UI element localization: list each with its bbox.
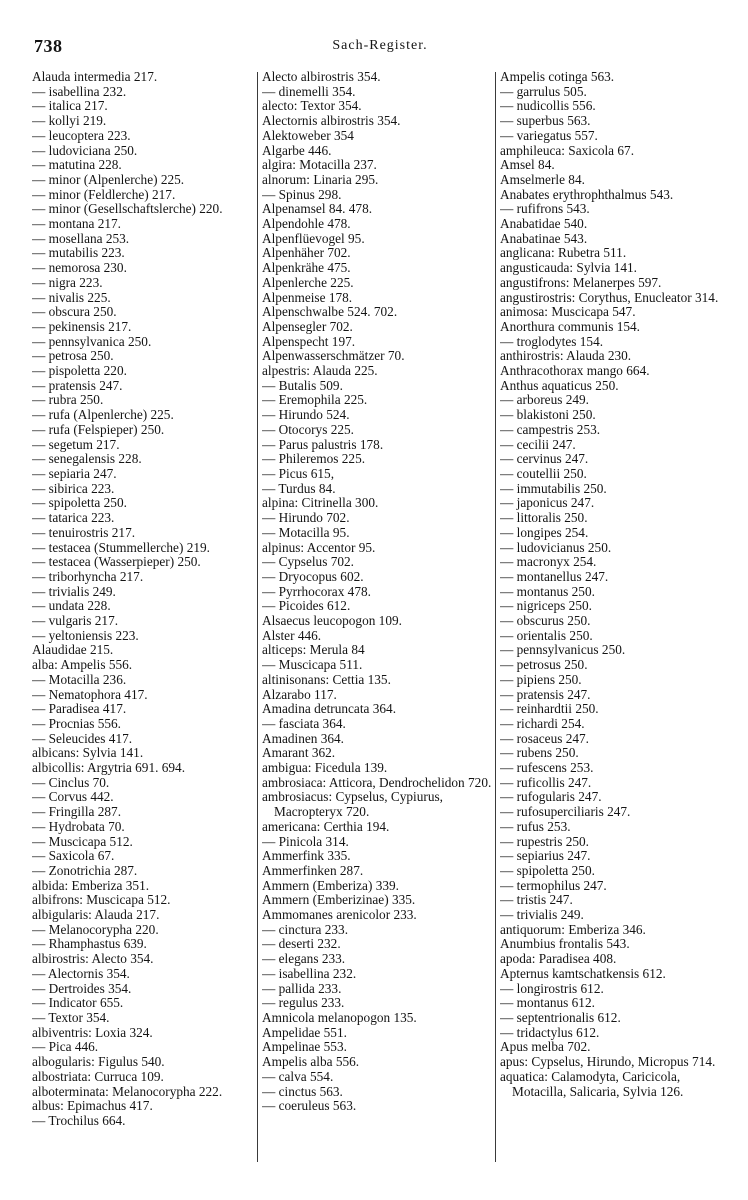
index-entry: — Dertroides 354. — [32, 980, 132, 996]
index-entry: — Dryocopus 602. — [262, 568, 364, 584]
index-entry: Ammerfink 335. — [262, 848, 351, 864]
index-entry: — pipiens 250. — [500, 671, 582, 687]
index-entry: albirostris: Alecto 354. — [32, 951, 154, 967]
index-entry: Amsel 84. — [500, 157, 555, 173]
index-entry: — ludoviciana 250. — [32, 142, 138, 158]
index-entry: — vulgaris 217. — [32, 613, 119, 629]
index-entry: Apus melba 702. — [500, 1039, 591, 1055]
index-entry: Alpendohle 478. — [262, 216, 351, 232]
index-entry: Alpenspecht 197. — [262, 333, 356, 349]
index-entry: — cecilii 247. — [500, 436, 576, 452]
index-entry: — regulus 233. — [262, 995, 345, 1011]
index-entry: — elegans 233. — [262, 951, 346, 967]
index-entry: altinisonans: Cettia 135. — [262, 671, 391, 687]
index-entry: albus: Epimachus 417. — [32, 1098, 153, 1114]
index-entry: — fasciata 364. — [262, 715, 346, 731]
index-entry: — rufa (Felspieper) 250. — [32, 421, 165, 437]
index-entry: — immutabilis 250. — [500, 480, 607, 496]
index-entry: — Spinus 298. — [262, 186, 342, 202]
index-entry: — dinemelli 354. — [262, 83, 356, 99]
index-entry: — pispoletta 220. — [32, 363, 127, 379]
index-entry: — Parus palustris 178. — [262, 436, 384, 452]
index-entry: — campestris 253. — [500, 421, 601, 437]
index-entry: — Turdus 84. — [262, 480, 336, 496]
index-entry: — arboreus 249. — [500, 392, 589, 408]
index-entry: — obscurus 250. — [500, 613, 591, 629]
index-entry: amphileuca: Saxicola 67. — [500, 142, 635, 158]
index-entry: Alpenamsel 84. 478. — [262, 201, 373, 217]
index-entry: Alpenkrähe 475. — [262, 260, 351, 276]
index-entry: — littoralis 250. — [500, 510, 588, 526]
index-entry: — rosaceus 247. — [500, 730, 589, 746]
index-entry: Apternus kamtschatkensis 612. — [500, 965, 666, 981]
index-entry: Alpenschwalbe 524. 702. — [262, 304, 398, 320]
index-entry: — Motacilla 95. — [262, 524, 350, 540]
index-entry: — Textor 354. — [32, 1010, 110, 1025]
index-entry: — rufosuperciliaris 247. — [500, 804, 631, 820]
index-entry: — rupestris 250. — [500, 833, 590, 849]
index-entry: albida: Emberiza 351. — [32, 877, 150, 893]
index-entry: Anabates erythrophthalmus 543. — [500, 186, 674, 202]
index-entry: aquatica: Calamodyta, Caricicola, Motacilla, Salicaria, Sylvia 126. — [500, 1068, 684, 1099]
index-entry: — longirostris 612. — [500, 980, 604, 996]
index-entry: — Corvus 442. — [32, 789, 114, 805]
index-entry: — rufescens 253. — [500, 760, 594, 776]
index-entry: — sepiarius 247. — [500, 848, 591, 864]
index-entry: — Fringilla 287. — [32, 804, 122, 820]
index-entry: Anthracothorax mango 664. — [500, 363, 650, 379]
index-entry: — kollyi 219. — [32, 113, 107, 129]
index-entry: — rufifrons 543. — [500, 201, 590, 217]
index-entry: — nemorosa 230. — [32, 260, 127, 276]
index-entry: — ruficollis 247. — [500, 774, 592, 790]
index-entry: — Muscicapa 512. — [32, 833, 133, 849]
index-entry: Alpenflüevogel 95. — [262, 230, 365, 246]
index-entry: anthirostris: Alauda 230. — [500, 348, 632, 364]
index-entry: anglicana: Rubetra 511. — [500, 245, 627, 261]
index-entry: — Muscicapa 511. — [262, 657, 363, 673]
index-entry: — nivalis 225. — [32, 289, 111, 305]
index-entry: — pratensis 247. — [500, 686, 591, 702]
index-entry: Anumbius frontalis 543. — [500, 936, 630, 952]
index-entry: — senegalensis 228. — [32, 451, 142, 467]
index-entry: — Cypselus 702. — [262, 554, 354, 570]
index-entry: — coeruleus 563. — [262, 1098, 357, 1114]
index-entry: — Picoides 612. — [262, 598, 351, 614]
index-entry: Ammomanes arenicolor 233. — [262, 907, 417, 923]
index-entry: Amnicola melanopogon 135. — [262, 1010, 417, 1025]
index-entry: — Pinicola 314. — [262, 833, 349, 849]
running-head: Sach-Register. — [332, 38, 428, 53]
index-entry: alticeps: Merula 84 — [262, 642, 365, 658]
index-entry: — tenuirostris 217. — [32, 524, 136, 540]
index-entry: — nigra 223. — [32, 274, 103, 290]
index-entry: — petrosa 250. — [32, 348, 114, 364]
index-entry: — undata 228. — [32, 598, 111, 614]
index-entry: — Indicator 655. — [32, 995, 124, 1011]
index-entry: — leucoptera 223. — [32, 127, 131, 143]
index-entry: — rubens 250. — [500, 745, 579, 761]
index-entry: — isabellina 232. — [32, 83, 127, 99]
index-entry: — nigriceps 250. — [500, 598, 592, 614]
index-entry: Anorthura communis 154. — [500, 318, 640, 334]
index-entry: — cinctura 233. — [262, 921, 349, 937]
index-entry: — segetum 217. — [32, 436, 120, 452]
index-entry: — matutina 228. — [32, 157, 122, 173]
index-entry: — Hirundo 524. — [262, 407, 350, 423]
index-entry: — yeltoniensis 223. — [32, 627, 139, 643]
index-entry: — mutabilis 223. — [32, 245, 125, 261]
index-entry: — spipoletta 250. — [32, 495, 127, 511]
index-entry: — italica 217. — [32, 98, 108, 114]
index-entry: — japonicus 247. — [500, 495, 595, 511]
index-entry: — superbus 563. — [500, 113, 591, 129]
index-entry: — rufa (Alpenlerche) 225. — [32, 407, 174, 423]
index-entry: — variegatus 557. — [500, 127, 598, 143]
index-entry: — Zonotrichia 287. — [32, 862, 138, 878]
index-entry: angusticauda: Sylvia 141. — [500, 260, 638, 276]
index-entry: — tridactylus 612. — [500, 1024, 600, 1040]
index-entry: Alpenwasserschmätzer 70. — [262, 348, 405, 364]
index-entry: Amadinen 364. — [262, 730, 344, 746]
index-column-2 — [262, 70, 496, 1170]
index-entry: — montanus 250. — [500, 583, 595, 599]
index-entry: animosa: Muscicapa 547. — [500, 304, 636, 320]
index-entry: — Cinclus 70. — [32, 774, 110, 790]
index-entry: — testacea (Stummellerche) 219. — [32, 539, 210, 555]
index-entry: — pallida 233. — [262, 980, 342, 996]
index-entry: — calva 554. — [262, 1068, 334, 1084]
index-entry: Alektoweber 354 — [262, 127, 354, 143]
index-entry: — pekinensis 217. — [32, 318, 132, 334]
index-entry: — Seleucides 417. — [32, 730, 133, 746]
index-entry: apoda: Paradisea 408. — [500, 951, 617, 967]
index-entry: — montanellus 247. — [500, 568, 609, 584]
index-entry: antiquorum: Emberiza 346. — [500, 921, 646, 937]
index-entry: algira: Motacilla 237. — [262, 157, 377, 173]
index-entry: — minor (Feldlerche) 217. — [32, 186, 176, 202]
index-entry: — cervinus 247. — [500, 451, 589, 467]
index-entry: alpina: Citrinella 300. — [262, 495, 379, 511]
index-entry: alboterminata: Melanocorypha 222. — [32, 1083, 223, 1099]
index-entry: americana: Certhia 194. — [262, 818, 390, 834]
index-entry: Alpenhäher 702. — [262, 245, 351, 261]
index-entry: — termophilus 247. — [500, 877, 607, 893]
index-entry: albiventris: Loxia 324. — [32, 1024, 153, 1040]
index-entry: — Trochilus 664. — [32, 1112, 126, 1128]
index-entry: — tatarica 223. — [32, 510, 115, 526]
index-entry: — orientalis 250. — [500, 627, 593, 643]
index-entry: — Butalis 509. — [262, 377, 343, 393]
index-entry: — montana 217. — [32, 216, 122, 232]
page-number: 738 — [34, 36, 63, 56]
index-entry: — troglodytes 154. — [500, 333, 604, 349]
index-entry: — macronyx 254. — [500, 554, 597, 570]
index-entry: — mosellana 253. — [32, 230, 130, 246]
page-header — [0, 0, 748, 60]
index-entry: Ammerfinken 287. — [262, 862, 364, 878]
index-entry: — minor (Alpenlerche) 225. — [32, 171, 185, 187]
index-entry: Alpensegler 702. — [262, 318, 353, 334]
index-entry: — reinhardtii 250. — [500, 701, 599, 717]
index-entry: — Melanocorypha 220. — [32, 921, 159, 937]
index-entry: — Picus 615, — [262, 465, 335, 481]
index-entry: — Pyrrhocorax 478. — [262, 583, 371, 599]
index-entry: — richardi 254. — [500, 715, 585, 731]
index-entry: — pennsylvanica 250. — [32, 333, 152, 349]
index-entry: — rubra 250. — [32, 392, 104, 408]
index-entry: — petrosus 250. — [500, 657, 588, 673]
index-entry: — Nematophora 417. — [32, 686, 148, 702]
index-entry: Alauda intermedia 217. — [32, 70, 158, 84]
index-entry: — garrulus 505. — [500, 83, 587, 99]
index-entry: Alecto albirostris 354. — [262, 70, 381, 84]
index-entry: alnorum: Linaria 295. — [262, 171, 379, 187]
index-entry: albicans: Sylvia 141. — [32, 745, 144, 761]
index-entry: — Hydrobata 70. — [32, 818, 125, 834]
index-entry: — trivialis 249. — [500, 907, 584, 923]
index-entry: — sibirica 223. — [32, 480, 115, 496]
index-entry: — Phileremos 225. — [262, 451, 366, 467]
index-entry: Anabatidae 540. — [500, 216, 588, 232]
index-entry: Alectornis albirostris 354. — [262, 113, 401, 129]
index-entry: — Pica 446. — [32, 1039, 99, 1055]
index-entry: Algarbe 446. — [262, 142, 332, 158]
index-entry: Alpenlerche 225. — [262, 274, 354, 290]
index-entry: Ampelidae 551. — [262, 1024, 347, 1040]
index-entry: ambigua: Ficedula 139. — [262, 760, 388, 776]
index-entry: alba: Ampelis 556. — [32, 657, 133, 673]
index-entry: — pennsylvanicus 250. — [500, 642, 626, 658]
index-entry: apus: Cypselus, Hirundo, Micropus 714. — [500, 1054, 716, 1070]
index-entry: albogularis: Figulus 540. — [32, 1054, 165, 1070]
index-entry: — deserti 232. — [262, 936, 341, 952]
index-column-1 — [32, 70, 266, 1170]
index-entry: — sepiaria 247. — [32, 465, 117, 481]
index-entry: — triborhyncha 217. — [32, 568, 144, 584]
index-entry: alecto: Textor 354. — [262, 98, 362, 114]
index-entry: — coutellii 250. — [500, 465, 587, 481]
index-entry: — Saxicola 67. — [32, 848, 115, 864]
index-entry: Amadina detruncata 364. — [262, 701, 397, 717]
index-entry: albigularis: Alauda 217. — [32, 907, 160, 923]
index-entry: — Procnias 556. — [32, 715, 122, 731]
index-entry: — trivialis 249. — [32, 583, 116, 599]
index-entry: Ampelis cotinga 563. — [500, 70, 615, 84]
index-entry: Alpenmeise 178. — [262, 289, 353, 305]
index-entry: Ammern (Emberiza) 339. — [262, 877, 399, 893]
index-entry: — Rhamphastus 639. — [32, 936, 147, 952]
index-entry: — Hirundo 702. — [262, 510, 350, 526]
index-entry: — Motacilla 236. — [32, 671, 127, 687]
index-entry: ambrosiaca: Atticora, Dendrochelidon 720. — [262, 774, 492, 790]
index-entry: — Otocorys 225. — [262, 421, 354, 437]
index-entry: albicollis: Argytria 691. 694. — [32, 760, 186, 776]
index-entry: — cinctus 563. — [262, 1083, 343, 1099]
index-entry: Anabatinae 543. — [500, 230, 588, 246]
index-entry: Ampelinae 553. — [262, 1039, 347, 1055]
index-entry: — septentrionalis 612. — [500, 1010, 621, 1025]
index-entry: — Eremophila 225. — [262, 392, 368, 408]
index-entry: Alzarabo 117. — [262, 686, 337, 702]
index-entry: Ammern (Emberizinae) 335. — [262, 892, 416, 908]
index-entry: albifrons: Muscicapa 512. — [32, 892, 171, 908]
index-entry: — testacea (Wasserpieper) 250. — [32, 554, 201, 570]
index-entry: — obscura 250. — [32, 304, 117, 320]
index-entry: Ampelis alba 556. — [262, 1054, 360, 1070]
index-entry: ambrosiacus: Cypselus, Cypiurus, Macropteryx 720. — [262, 789, 443, 820]
index-entry: — longipes 254. — [500, 524, 589, 540]
index-entry: — spipoletta 250. — [500, 862, 595, 878]
index-entry: — rufus 253. — [500, 818, 571, 834]
index-entry: — Paradisea 417. — [32, 701, 127, 717]
index-entry: — ludovicianus 250. — [500, 539, 612, 555]
index-entry: albostriata: Curruca 109. — [32, 1068, 164, 1084]
index-entry: — minor (Gesellschaftslerche) 220. — [32, 201, 223, 217]
index-entry: — blakistoni 250. — [500, 407, 596, 423]
index-entry: angustirostris: Corythus, Enucleator 314. — [500, 289, 719, 305]
index-entry: — isabellina 232. — [262, 965, 357, 981]
index-entry: angustifrons: Melanerpes 597. — [500, 274, 662, 290]
index-entry: Amselmerle 84. — [500, 171, 585, 187]
index-entry: Anthus aquaticus 250. — [500, 377, 619, 393]
index-entry: alpinus: Accentor 95. — [262, 539, 376, 555]
index-entry: alpestris: Alauda 225. — [262, 363, 378, 379]
index-entry: Alster 446. — [262, 627, 322, 643]
index-entry: — pratensis 247. — [32, 377, 123, 393]
index-entry: Amarant 362. — [262, 745, 336, 761]
index-column-3 — [500, 70, 732, 1170]
index-entry: Alaudidae 215. — [32, 642, 114, 658]
index-entry: — montanus 612. — [500, 995, 595, 1011]
index-entry: — nudicollis 556. — [500, 98, 596, 114]
index-entry: Alsaecus leucopogon 109. — [262, 613, 402, 629]
index-entry: — rufogularis 247. — [500, 789, 602, 805]
index-entry: — Alectornis 354. — [32, 965, 130, 981]
index-entry: — tristis 247. — [500, 892, 573, 908]
